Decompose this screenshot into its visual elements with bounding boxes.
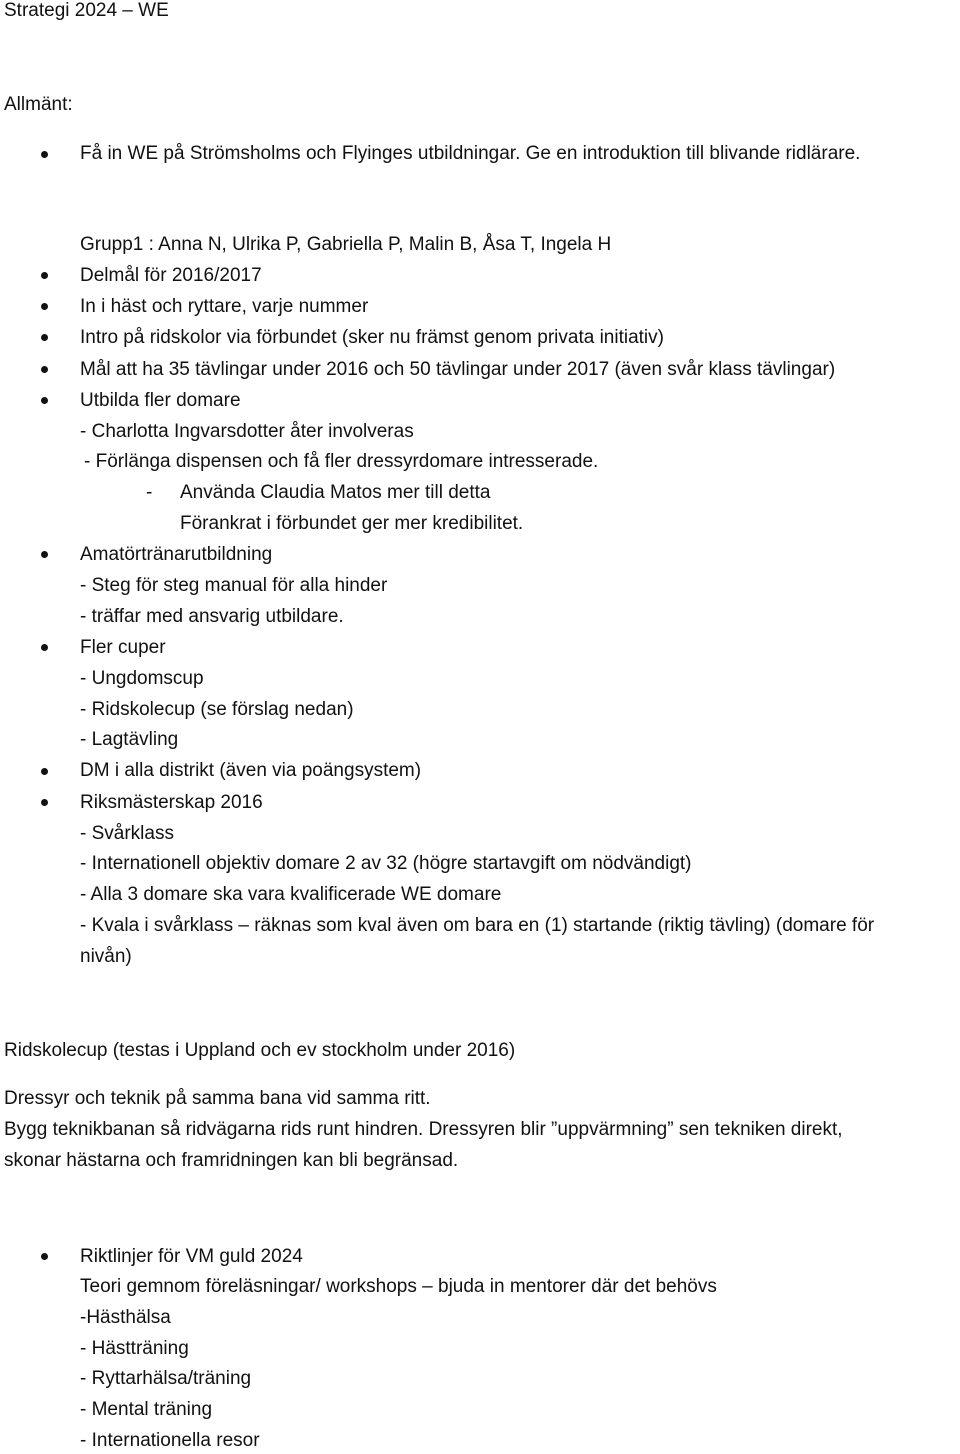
bullet-icon [41, 551, 48, 558]
paragraph-line: skonar hästarna och framridningen kan bli begränsad. [4, 1150, 459, 1171]
document-title: Strategi 2024 – WE [4, 0, 169, 21]
list-item-dm: DM i alla distrikt (även via poängsystem) [80, 760, 422, 781]
sub-item: - Förlänga dispensen och få fler dressyrdomare intresserade. [84, 451, 599, 472]
sub-item: - Ungdomscup [80, 668, 204, 689]
sub-item-dash: - [146, 482, 153, 503]
list-item-amator: Amatörtränarutbildning [80, 544, 273, 565]
bullet-icon [41, 644, 48, 651]
bullet-icon [41, 303, 48, 310]
list-item-allmant: Få in WE på Strömsholms och Flyinges utbildningar. Ge en introduktion till blivande ridlärare. [80, 143, 861, 164]
section-heading-allmant: Allmänt: [4, 94, 73, 115]
list-item-vm: Riktlinjer för VM guld 2024 [80, 1246, 303, 1267]
sub-item-continued: nivån) [80, 946, 132, 967]
sub-item: Använda Claudia Matos mer till detta [180, 482, 491, 503]
list-item-utbilda: Utbilda fler domare [80, 390, 241, 411]
list-item-in-i-hast: In i häst och ryttare, varje nummer [80, 296, 369, 317]
paragraph-line: Teori gemnom föreläsningar/ workshops – bjuda in mentorer där det behövs [80, 1276, 717, 1297]
sub-item: - Svårklass [80, 823, 174, 844]
bullet-icon [41, 799, 48, 806]
bullet-icon [41, 272, 48, 279]
list-item-cuper: Fler cuper [80, 637, 166, 658]
bullet-icon [41, 768, 48, 775]
sub-item: - Mental träning [80, 1399, 213, 1420]
sub-item: - Ridskolecup (se förslag nedan) [80, 699, 354, 720]
paragraph-line: Dressyr och teknik på samma bana vid samma ritt. [4, 1088, 431, 1109]
bullet-icon [41, 366, 48, 373]
sub-item: -Hästhälsa [80, 1307, 171, 1328]
list-item-intro: Intro på ridskolor via förbundet (sker nu främst genom privata initiativ) [80, 327, 664, 348]
sub-item: - Kvala i svårklass – räknas som kval även om bara en (1) startande (riktig tävling) (domare för [80, 915, 875, 936]
group-members-line: Grupp1 : Anna N, Ulrika P, Gabriella P, Malin B, Åsa T, Ingela H [80, 234, 612, 255]
bullet-icon [41, 151, 48, 158]
bullet-icon [41, 1253, 48, 1260]
list-item-riks: Riksmästerskap 2016 [80, 792, 263, 813]
sub-item: - Ryttarhälsa/träning [80, 1368, 252, 1389]
list-item-mal: Mål att ha 35 tävlingar under 2016 och 50 tävlingar under 2017 (även svår klass tävlingar) [80, 359, 836, 380]
sub-item: - Internationell objektiv domare 2 av 32 (högre startavgift om nödvändigt) [80, 853, 692, 874]
sub-item: - Steg för steg manual för alla hinder [80, 575, 388, 596]
list-item-delmal: Delmål för 2016/2017 [80, 265, 262, 286]
sub-item: - Alla 3 domare ska vara kvalificerade WE domare [80, 884, 502, 905]
bullet-icon [41, 334, 48, 341]
sub-item: - träffar med ansvarig utbildare. [80, 606, 344, 627]
sub-item: - Charlotta Ingvarsdotter åter involveras [80, 421, 414, 442]
sub-item: - Lagtävling [80, 729, 179, 750]
section-heading-ridskolecup: Ridskolecup (testas i Uppland och ev stockholm under 2016) [4, 1040, 516, 1061]
paragraph-line: Bygg teknikbanan så ridvägarna rids runt hindren. Dressyren blir ”uppvärmning” sen tekniken direkt, [4, 1119, 843, 1140]
sub-item: Förankrat i förbundet ger mer kredibilitet. [180, 513, 524, 534]
sub-item: - Internationella resor [80, 1430, 260, 1451]
sub-item: - Hästträning [80, 1338, 189, 1359]
bullet-icon [41, 397, 48, 404]
